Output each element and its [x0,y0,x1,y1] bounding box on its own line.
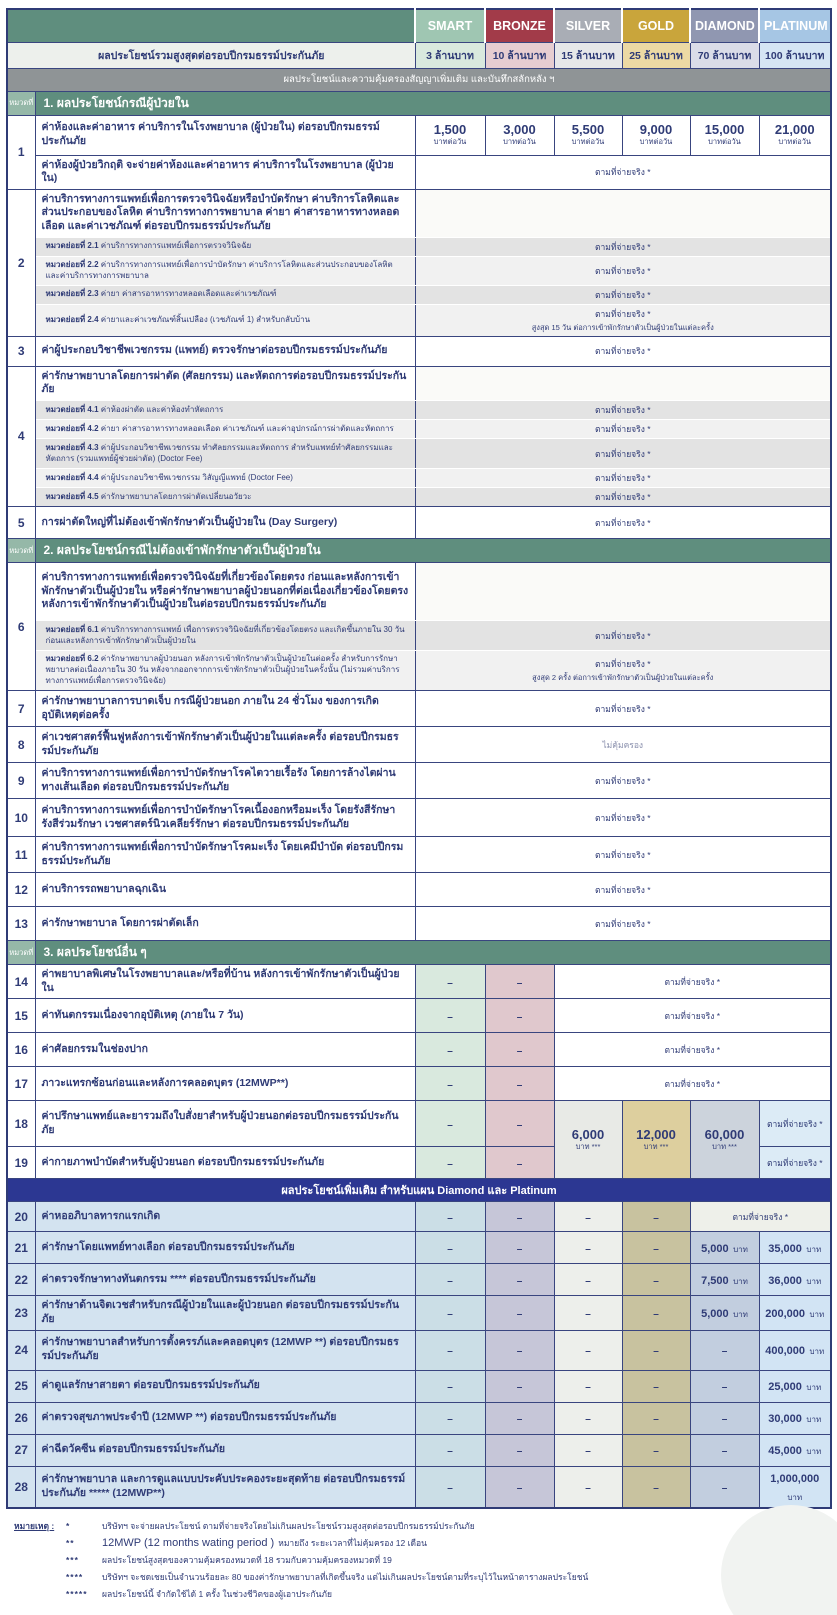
table-row [7,1202,831,1232]
row-number: 10 [7,799,35,837]
table-row [7,1264,831,1296]
plan-value-cell: – [415,1033,485,1067]
table-row [7,1402,831,1434]
table-row [7,907,831,941]
plan-value-cell: 3,000 บาทต่อวัน [485,115,554,155]
plan-value-cell: ตามที่จ่ายจริง * [759,1147,831,1179]
benefit-label: หมวดย่อยที่ 4.2 ค่ายา ค่าสารอาหารทางหลอดเลือด ค่าเวชภัณฑ์ และค่าอุปกรณ์การผ่าตัดและหัตถการ [35,420,415,439]
plan-value-cell: – [485,1147,554,1179]
section-header-row [7,539,831,563]
sum-label: ผลประโยชน์รวมสูงสุดต่อรอบปีกรมธรรม์ประกันภัย [7,42,415,68]
plan-value-cell: 15,000 บาทต่อวัน [690,115,759,155]
plan-value-cell: 45,000 บาท [759,1434,831,1466]
plan-header-bronze: BRONZE [485,9,554,42]
plan-value-cell: – [415,1202,485,1232]
benefit-label: หมวดย่อยที่ 2.3 ค่ายา ค่าสารอาหารทางหลอดเลือดและค่าเวชภัณฑ์ [35,285,415,304]
plan-value-cell: ตามที่จ่ายจริง * [415,285,831,304]
plan-value-cell: – [485,1402,554,1434]
plan-value-cell: 36,000 บาท [759,1264,831,1296]
plan-value-cell [415,366,831,400]
benefit-label: การผ่าตัดใหญ่ที่ไม่ต้องเข้าพักรักษาตัวเป็นผู้ป่วยใน (Day Surgery) [35,507,415,539]
sum-silver: 15 ล้านบาท [554,42,622,68]
plan-value-cell: – [485,1101,554,1147]
table-row [7,1067,831,1101]
benefit-label: ค่ารักษาพยาบาลการบาดเจ็บ กรณีผู้ป่วยนอก ภายใน 24 ชั่วโมง ของการเกิดอุบัติเหตุต่อครั้ง [35,691,415,727]
table-row [7,1370,831,1402]
benefit-label: ค่าพยาบาลพิเศษในโรงพยาบาลและ/หรือที่บ้าน หลังการเข้าพักรักษาตัวเป็นผู้ป่วยใน [35,965,415,999]
plan-value-cell: – [622,1434,690,1466]
plan-value-cell: – [554,1434,622,1466]
table-row [7,837,831,873]
footnote-mark: * [66,1521,71,1532]
benefit-label: ค่ารักษาพยาบาล โดยการผ่าตัดเล็ก [35,907,415,941]
plan-value-cell: – [622,1296,690,1330]
plan-value-cell: – [415,1101,485,1147]
plan-value-cell: ตามที่จ่ายจริง * สูงสุด 15 วัน ต่อการเข้าพักรักษาตัวเป็นผู้ป่วยในแต่ละครั้ง [415,304,831,336]
sum-bronze: 10 ล้านบาท [485,42,554,68]
plan-value-cell: ตามที่จ่ายจริง * [415,763,831,799]
row-number: 6 [7,563,35,691]
plan-value-cell: – [485,1296,554,1330]
subtitle-band-row [7,68,831,91]
section-header-row [7,91,831,115]
benefit-label: ค่าบริการทางการแพทย์เพื่อตรวจวินิจฉัยที่เกี่ยวข้องโดยตรง ก่อนและหลังการเข้าพักรักษาตัวเป็นผู้ป่วยใน หรือค่ารักษาพยาบาลผู้ป่วยนอกที่ต่อเนื่องเกี่ยวข้องโดยตรง หลังการเข้าพักรักษาตัวเป็นผู้ป่วยในต่อรอบปีกรมธรรม์ประกันภัย [35,563,415,621]
row-number: 13 [7,907,35,941]
footnote-text: บริษัทฯ จะจ่ายผลประโยชน์ ตามที่จ่ายจริงโดยไม่เกินผลประโยชน์รวมสูงสุดต่อรอบปีกรมธรรม์ประกันภัย [102,1521,475,1532]
plan-value-cell: 7,500 บาท [690,1264,759,1296]
benefit-label: ค่าบริการทางการแพทย์เพื่อการตรวจวินิจฉัยหรือบำบัดรักษา ค่าบริการโลหิตและส่วนประกอบของโลหิต ค่าบริการทางการพยาบาล ค่ายา ค่าสารอาหารทางหลอดเลือด และค่าเวชภัณฑ์ ต่อรอบปีกรมธรรม์ประกันภัย [35,189,415,237]
plan-value-cell: 1,500 บาทต่อวัน [415,115,485,155]
benefit-label: ค่าดูแลรักษาสายตา ต่อรอบปีกรมธรรม์ประกันภัย [35,1370,415,1402]
benefit-label: หมวดย่อยที่ 6.1 ค่าบริการทางการแพทย์ เพื่อการตรวจวินิจฉัยที่เกี่ยวข้องโดยตรง และเกิดขึ้นภายใน 30 วัน ก่อนและหลังการเข้าพักรักษาตัวเป็นผู้ป่วยใน [35,621,415,651]
plan-value-cell: – [415,1466,485,1508]
section-title: 2. ผลประโยชน์กรณีไม่ต้องเข้าพักรักษาตัวเป็นผู้ป่วยใน [35,539,831,563]
plan-value-cell: ตามที่จ่ายจริง * [554,999,831,1033]
plan-value-cell: ตามที่จ่ายจริง * [415,336,831,366]
table-row [7,1434,831,1466]
footnote-mark: ** [66,1538,75,1549]
plan-value-cell: – [415,1330,485,1370]
table-row [7,763,831,799]
row-number: 15 [7,999,35,1033]
plan-value-cell: – [622,1402,690,1434]
plan-value-cell: ตามที่จ่ายจริง * [415,621,831,651]
plan-value-cell: – [622,1370,690,1402]
benefit-label: ค่าบริการรถพยาบาลฉุกเฉิน [35,873,415,907]
table-row [7,401,831,420]
plan-value-cell: – [415,1147,485,1179]
band-row [7,1179,831,1202]
plan-value-cell: 12,000 บาท *** [622,1101,690,1179]
row-number: 16 [7,1033,35,1067]
plan-value-cell: ตามที่จ่ายจริง * [415,691,831,727]
plan-value-cell [415,563,831,621]
row-number: 14 [7,965,35,999]
plan-value-cell: 400,000 บาท [759,1330,831,1370]
row-number: 2 [7,189,35,336]
plan-value-cell: ตามที่จ่ายจริง * [554,965,831,999]
plan-value-cell: – [554,1330,622,1370]
benefit-label: ค่าตรวจรักษาทางทันตกรรม **** ต่อรอบปีกรมธรรม์ประกันภัย [35,1264,415,1296]
plan-value-cell: – [485,1264,554,1296]
plan-header-platinum: PLATINUM [759,9,831,42]
footnote-text: บริษัทฯ จะชดเชยเป็นจำนวนร้อยละ 80 ของค่ารักษาพยาบาลที่เกิดขึ้นจริง แต่ไม่เกินผลประโยชน์ตามที่ระบุไว้ในหน้าตารางผลประโยชน์ [102,1572,589,1583]
plan-value-cell: – [690,1466,759,1508]
benefit-label: ค่าปรึกษาแพทย์และยารวมถึงใบสั่งยาสำหรับผู้ป่วยนอกต่อรอบปีกรมธรรม์ประกันภัย [35,1101,415,1147]
plan-value-cell: – [415,1370,485,1402]
plan-header-silver: SILVER [554,9,622,42]
plan-value-cell: ตามที่จ่ายจริง * [415,507,831,539]
plan-value-cell: ตามที่จ่ายจริง * [415,469,831,488]
plan-value-cell: – [690,1370,759,1402]
plan-value-cell: ตามที่จ่ายจริง * [415,401,831,420]
plan-value-cell: – [554,1232,622,1264]
table-row [7,799,831,837]
plan-value-cell: ตามที่จ่ายจริง * [415,837,831,873]
benefit-label: ค่าบริการทางการแพทย์เพื่อการบำบัดรักษาโรคเนื้องอกหรือมะเร็ง โดยรังสีรักษารังสีร่วมรักษา เวชศาสตร์นิวเคลียร์รักษา ต่อรอบปีกรมธรรม์ประกันภัย [35,799,415,837]
benefits-table [6,8,832,1509]
row-number: 25 [7,1370,35,1402]
plan-value-cell: – [415,1264,485,1296]
plan-value-cell: – [485,1370,554,1402]
plan-value-cell: ตามที่จ่ายจริง * [690,1202,831,1232]
table-row [7,651,831,691]
row-number: 22 [7,1264,35,1296]
plan-value-cell: – [622,1466,690,1508]
plan-value-cell: – [485,1202,554,1232]
benefit-label: ค่าห้องและค่าอาหาร ค่าบริการในโรงพยาบาล (ผู้ป่วยใน) ต่อรอบปีกรมธรรม์ประกันภัย [35,115,415,155]
plan-value-cell: ตามที่จ่ายจริง * [759,1101,831,1147]
footnote-text: 12MWP (12 months wating period ) หมายถึง ระยะเวลาที่ไม่คุ้มครอง 12 เดือน [102,1537,427,1550]
benefit-label: ค่าผู้ประกอบวิชาชีพเวชกรรม (แพทย์) ตรวจรักษาต่อรอบปีกรมธรรม์ประกันภัย [35,336,415,366]
footnote-item [14,1553,827,1567]
plan-value-cell: – [415,1067,485,1101]
plan-value-cell: – [554,1202,622,1232]
section-header-row [7,941,831,965]
table-row [7,1232,831,1264]
table-row [7,965,831,999]
benefit-label: ค่าศัลยกรรมในช่องปาก [35,1033,415,1067]
band-title: ผลประโยชน์เพิ่มเติม สำหรับแผน Diamond และ Platinum [7,1179,831,1202]
plan-value-cell: – [415,1232,485,1264]
benefit-label: ภาวะแทรกซ้อนก่อนและหลังการคลอดบุตร (12MWP**) [35,1067,415,1101]
table-row [7,999,831,1033]
table-row [7,115,831,155]
table-row [7,237,831,256]
plan-value-cell: – [485,1067,554,1101]
plan-value-cell: – [554,1402,622,1434]
row-number: 7 [7,691,35,727]
benefit-label: ค่าทันตกรรมเนื่องจากอุบัติเหตุ (ภายใน 7 วัน) [35,999,415,1033]
benefit-label: หมวดย่อยที่ 4.5 ค่ารักษาพยาบาลโดยการผ่าตัดเปลี่ยนอวัยวะ [35,488,415,507]
table-row [7,189,831,237]
plan-value-cell: ตามที่จ่ายจริง * [415,488,831,507]
plan-value-cell: 35,000 บาท [759,1232,831,1264]
benefit-label: ค่าบริการทางการแพทย์เพื่อการบำบัดรักษาโรคมะเร็ง โดยเคมีบำบัด ต่อรอบปีกรมธรรม์ประกันภัย [35,837,415,873]
plan-value-cell: – [622,1202,690,1232]
table-row [7,336,831,366]
plan-value-cell: ตามที่จ่ายจริง * [415,256,831,285]
row-number: 24 [7,1330,35,1370]
benefits-table-body [7,91,831,1508]
plan-value-cell: ตามที่จ่ายจริง * [415,439,831,469]
table-row [7,1101,831,1147]
plan-value-cell: ไม่คุ้มครอง [415,727,831,763]
plan-value-cell: – [485,1434,554,1466]
table-row [7,873,831,907]
plan-value-cell: – [485,965,554,999]
plan-header-smart: SMART [415,9,485,42]
plan-value-cell: – [485,1330,554,1370]
plan-value-cell: – [554,1370,622,1402]
row-number: 8 [7,727,35,763]
table-row [7,1330,831,1370]
plan-value-cell: – [622,1232,690,1264]
plan-value-cell: ตามที่จ่ายจริง * [554,1033,831,1067]
benefit-label: ค่ารักษาพยาบาลโดยการผ่าตัด (ศัลยกรรม) และหัตถการต่อรอบปีกรมธรรม์ประกันภัย [35,366,415,400]
plan-value-cell: 1,000,000 บาท [759,1466,831,1508]
table-row [7,1296,831,1330]
footnote-label: หมายเหตุ : [14,1521,55,1532]
plan-value-cell: – [415,999,485,1033]
table-row [7,256,831,285]
section-tag: หมวดที่ [7,91,35,115]
row-number: 11 [7,837,35,873]
row-number: 26 [7,1402,35,1434]
row-number: 9 [7,763,35,799]
benefit-label: ค่ารักษาโดยแพทย์ทางเลือก ต่อรอบปีกรมธรรม์ประกันภัย [35,1232,415,1264]
plan-header-diamond: DIAMOND [690,9,759,42]
plan-value-cell: 5,000 บาท [690,1296,759,1330]
table-row [7,1466,831,1508]
plan-value-cell: – [690,1402,759,1434]
plan-value-cell: ตามที่จ่ายจริง * [415,799,831,837]
row-number: 17 [7,1067,35,1101]
row-number: 21 [7,1232,35,1264]
plan-value-cell: – [485,1033,554,1067]
plan-value-cell: – [415,1402,485,1434]
plan-value-cell: – [554,1296,622,1330]
benefit-label: ค่าหออภิบาลทารกแรกเกิด [35,1202,415,1232]
table-row [7,469,831,488]
corner-cell [7,9,415,42]
plan-value-cell: 30,000 บาท [759,1402,831,1434]
sum-row [7,42,831,68]
benefit-label: ค่าบริการทางการแพทย์เพื่อการบำบัดรักษาโรคไตวายเรื้อรัง โดยการล้างไตผ่านทางเส้นเลือด ต่อรอบปีกรมธรรม์ประกันภัย [35,763,415,799]
benefit-label: หมวดย่อยที่ 6.2 ค่ารักษาพยาบาลผู้ป่วยนอก หลังการเข้าพักรักษาตัวเป็นผู้ป่วยในต่อครั้ง สำหรับการรักษาพยาบาลต่อเนื่องภายใน 30 วัน หลังจากออกจากการเข้าพักรักษาตัวเป็นผู้ป่วยในครั้งนั้น (ไม่รวมค่าบริการทางการแพทย์เพื่อการตรวจวินิจฉัย) [35,651,415,691]
row-number: 5 [7,507,35,539]
plan-value-cell: ตามที่จ่ายจริง * [415,420,831,439]
benefit-label: ค่าตรวจสุขภาพประจำปี (12MWP **) ต่อรอบปีกรมธรรม์ประกันภัย [35,1402,415,1434]
plan-value-cell: – [690,1434,759,1466]
table-row [7,155,831,189]
footnote-text: ผลประโยชน์นี้ จำกัดใช้ได้ 1 ครั้ง ในช่วงชีวิตของผู้เอาประกันภัย [102,1589,332,1600]
plan-value-cell: – [554,1466,622,1508]
benefit-label: ค่ากายภาพบำบัดสำหรับผู้ป่วยนอก ต่อรอบปีกรมธรรม์ประกันภัย [35,1147,415,1179]
benefit-label: ค่าเวชศาสตร์ฟื้นฟูหลังการเข้าพักรักษาตัวเป็นผู้ป่วยในแต่ละครั้ง ต่อรอบปีกรมธรรม์ประกันภัย [35,727,415,763]
row-number: 12 [7,873,35,907]
benefit-label: ค่าฉีดวัคซีน ต่อรอบปีกรมธรรม์ประกันภัย [35,1434,415,1466]
row-number: 27 [7,1434,35,1466]
table-row [7,621,831,651]
footnote-item [14,1587,827,1601]
plan-value-cell: – [485,999,554,1033]
plan-value-cell: – [690,1330,759,1370]
benefit-label: หมวดย่อยที่ 4.3 ค่าผู้ประกอบวิชาชีพเวชกรรม ทำศัลยกรรมและหัตถการ สำหรับแพทย์ทำศัลยกรรมและหัตถการ (รวมแพทย์ผู้ช่วยผ่าตัด) (Doctor Fee) [35,439,415,469]
plan-value-cell: ตามที่จ่ายจริง * [415,155,831,189]
plan-value-cell: – [554,1264,622,1296]
footnote-mark: ***** [66,1589,88,1600]
plan-value-cell: 9,000 บาทต่อวัน [622,115,690,155]
benefit-label: ค่าห้องผู้ป่วยวิกฤติ จะจ่ายค่าห้องและค่าอาหาร ค่าบริการในโรงพยาบาล (ผู้ป่วยใน) [35,155,415,189]
table-row [7,366,831,400]
plan-value-cell: – [622,1330,690,1370]
plan-value-cell: – [415,1296,485,1330]
row-number: 18 [7,1101,35,1147]
benefit-label: ค่ารักษาพยาบาล และการดูแลแบบประคับประคองระยะสุดท้าย ต่อรอบปีกรมธรรม์ประกันภัย ***** (12MWP**) [35,1466,415,1508]
row-number: 19 [7,1147,35,1179]
plan-value-cell: ตามที่จ่ายจริง * สูงสุด 2 ครั้ง ต่อการเข้าพักรักษาตัวเป็นผู้ป่วยในแต่ละครั้ง [415,651,831,691]
table-row [7,563,831,621]
table-row [7,488,831,507]
plan-value-cell [415,189,831,237]
plan-value-cell: 6,000 บาท *** [554,1101,622,1179]
benefit-label: หมวดย่อยที่ 4.4 ค่าผู้ประกอบวิชาชีพเวชกรรม วิสัญญีแพทย์ (Doctor Fee) [35,469,415,488]
table-row [7,304,831,336]
footnote-item [14,1570,827,1584]
section-title: 1. ผลประโยชน์กรณีผู้ป่วยใน [35,91,831,115]
table-row [7,439,831,469]
table-row [7,1033,831,1067]
footnote-lead: 12MWP (12 months wating period ) [102,1537,275,1550]
plans-header-row [7,9,831,42]
section-title: 3. ผลประโยชน์อื่น ๆ [35,941,831,965]
plan-value-cell: – [415,965,485,999]
plan-value-cell: 25,000 บาท [759,1370,831,1402]
sum-diamond: 70 ล้านบาท [690,42,759,68]
footnote-item [14,1536,827,1550]
plan-value-cell: 200,000 บาท [759,1296,831,1330]
footnote-mark: **** [66,1572,84,1583]
plan-header-gold: GOLD [622,9,690,42]
plan-value-cell: ตามที่จ่ายจริง * [415,907,831,941]
table-row [7,727,831,763]
subtitle-band: ผลประโยชน์และความคุ้มครองสัญญาเพิ่มเติม และบันทึกสลักหลัง ฯ [7,68,831,91]
table-row [7,420,831,439]
benefit-label: หมวดย่อยที่ 4.1 ค่าห้องผ่าตัด และค่าห้องทำหัตถการ [35,401,415,420]
footnotes [14,1519,827,1601]
table-row [7,507,831,539]
footnote-mark: *** [66,1555,79,1566]
table-row [7,285,831,304]
plan-value-cell: 21,000 บาทต่อวัน [759,115,831,155]
plan-value-cell: ตามที่จ่ายจริง * [415,237,831,256]
plan-value-cell: 5,000 บาท [690,1232,759,1264]
plan-value-cell: – [622,1264,690,1296]
row-number: 1 [7,115,35,189]
plan-value-cell: ตามที่จ่ายจริง * [554,1067,831,1101]
sum-platinum: 100 ล้านบาท [759,42,831,68]
benefit-label: หมวดย่อยที่ 2.1 ค่าบริการทางการแพทย์เพื่อการตรวจวินิจฉัย [35,237,415,256]
plan-value-cell: ตามที่จ่ายจริง * [415,873,831,907]
footnote-item [14,1519,827,1533]
section-tag: หมวดที่ [7,539,35,563]
row-number: 28 [7,1466,35,1508]
plan-value-cell: – [485,1232,554,1264]
row-number: 4 [7,366,35,506]
benefit-label: ค่ารักษาพยาบาลสำหรับการตั้งครรภ์และคลอดบุตร (12MWP **) ต่อรอบปีกรมธรรม์ประกันภัย [35,1330,415,1370]
sum-gold: 25 ล้านบาท [622,42,690,68]
section-tag: หมวดที่ [7,941,35,965]
row-number: 3 [7,336,35,366]
row-number: 20 [7,1202,35,1232]
table-row [7,691,831,727]
sum-smart: 3 ล้านบาท [415,42,485,68]
plan-value-cell: – [415,1434,485,1466]
plan-value-cell: 60,000 บาท *** [690,1101,759,1179]
plan-value-cell: – [485,1466,554,1508]
row-number: 23 [7,1296,35,1330]
benefit-label: หมวดย่อยที่ 2.2 ค่าบริการทางการแพทย์เพื่อการบำบัดรักษา ค่าบริการโลหิตและส่วนประกอบของโลหิต และค่าบริการทางการพยาบาล [35,256,415,285]
footnote-text: ผลประโยชน์สูงสุดของความคุ้มครองหมวดที่ 18 รวมกับความคุ้มครองหมวดที่ 19 [102,1555,392,1566]
benefit-label: ค่ารักษาด้านจิตเวชสำหรับกรณีผู้ป่วยในและผู้ป่วยนอก ต่อรอบปีกรมธรรม์ประกันภัย [35,1296,415,1330]
plan-value-cell: 5,500 บาทต่อวัน [554,115,622,155]
benefit-label: หมวดย่อยที่ 2.4 ค่ายาและค่าเวชภัณฑ์สิ้นเปลือง (เวชภัณฑ์ 1) สำหรับกลับบ้าน [35,304,415,336]
